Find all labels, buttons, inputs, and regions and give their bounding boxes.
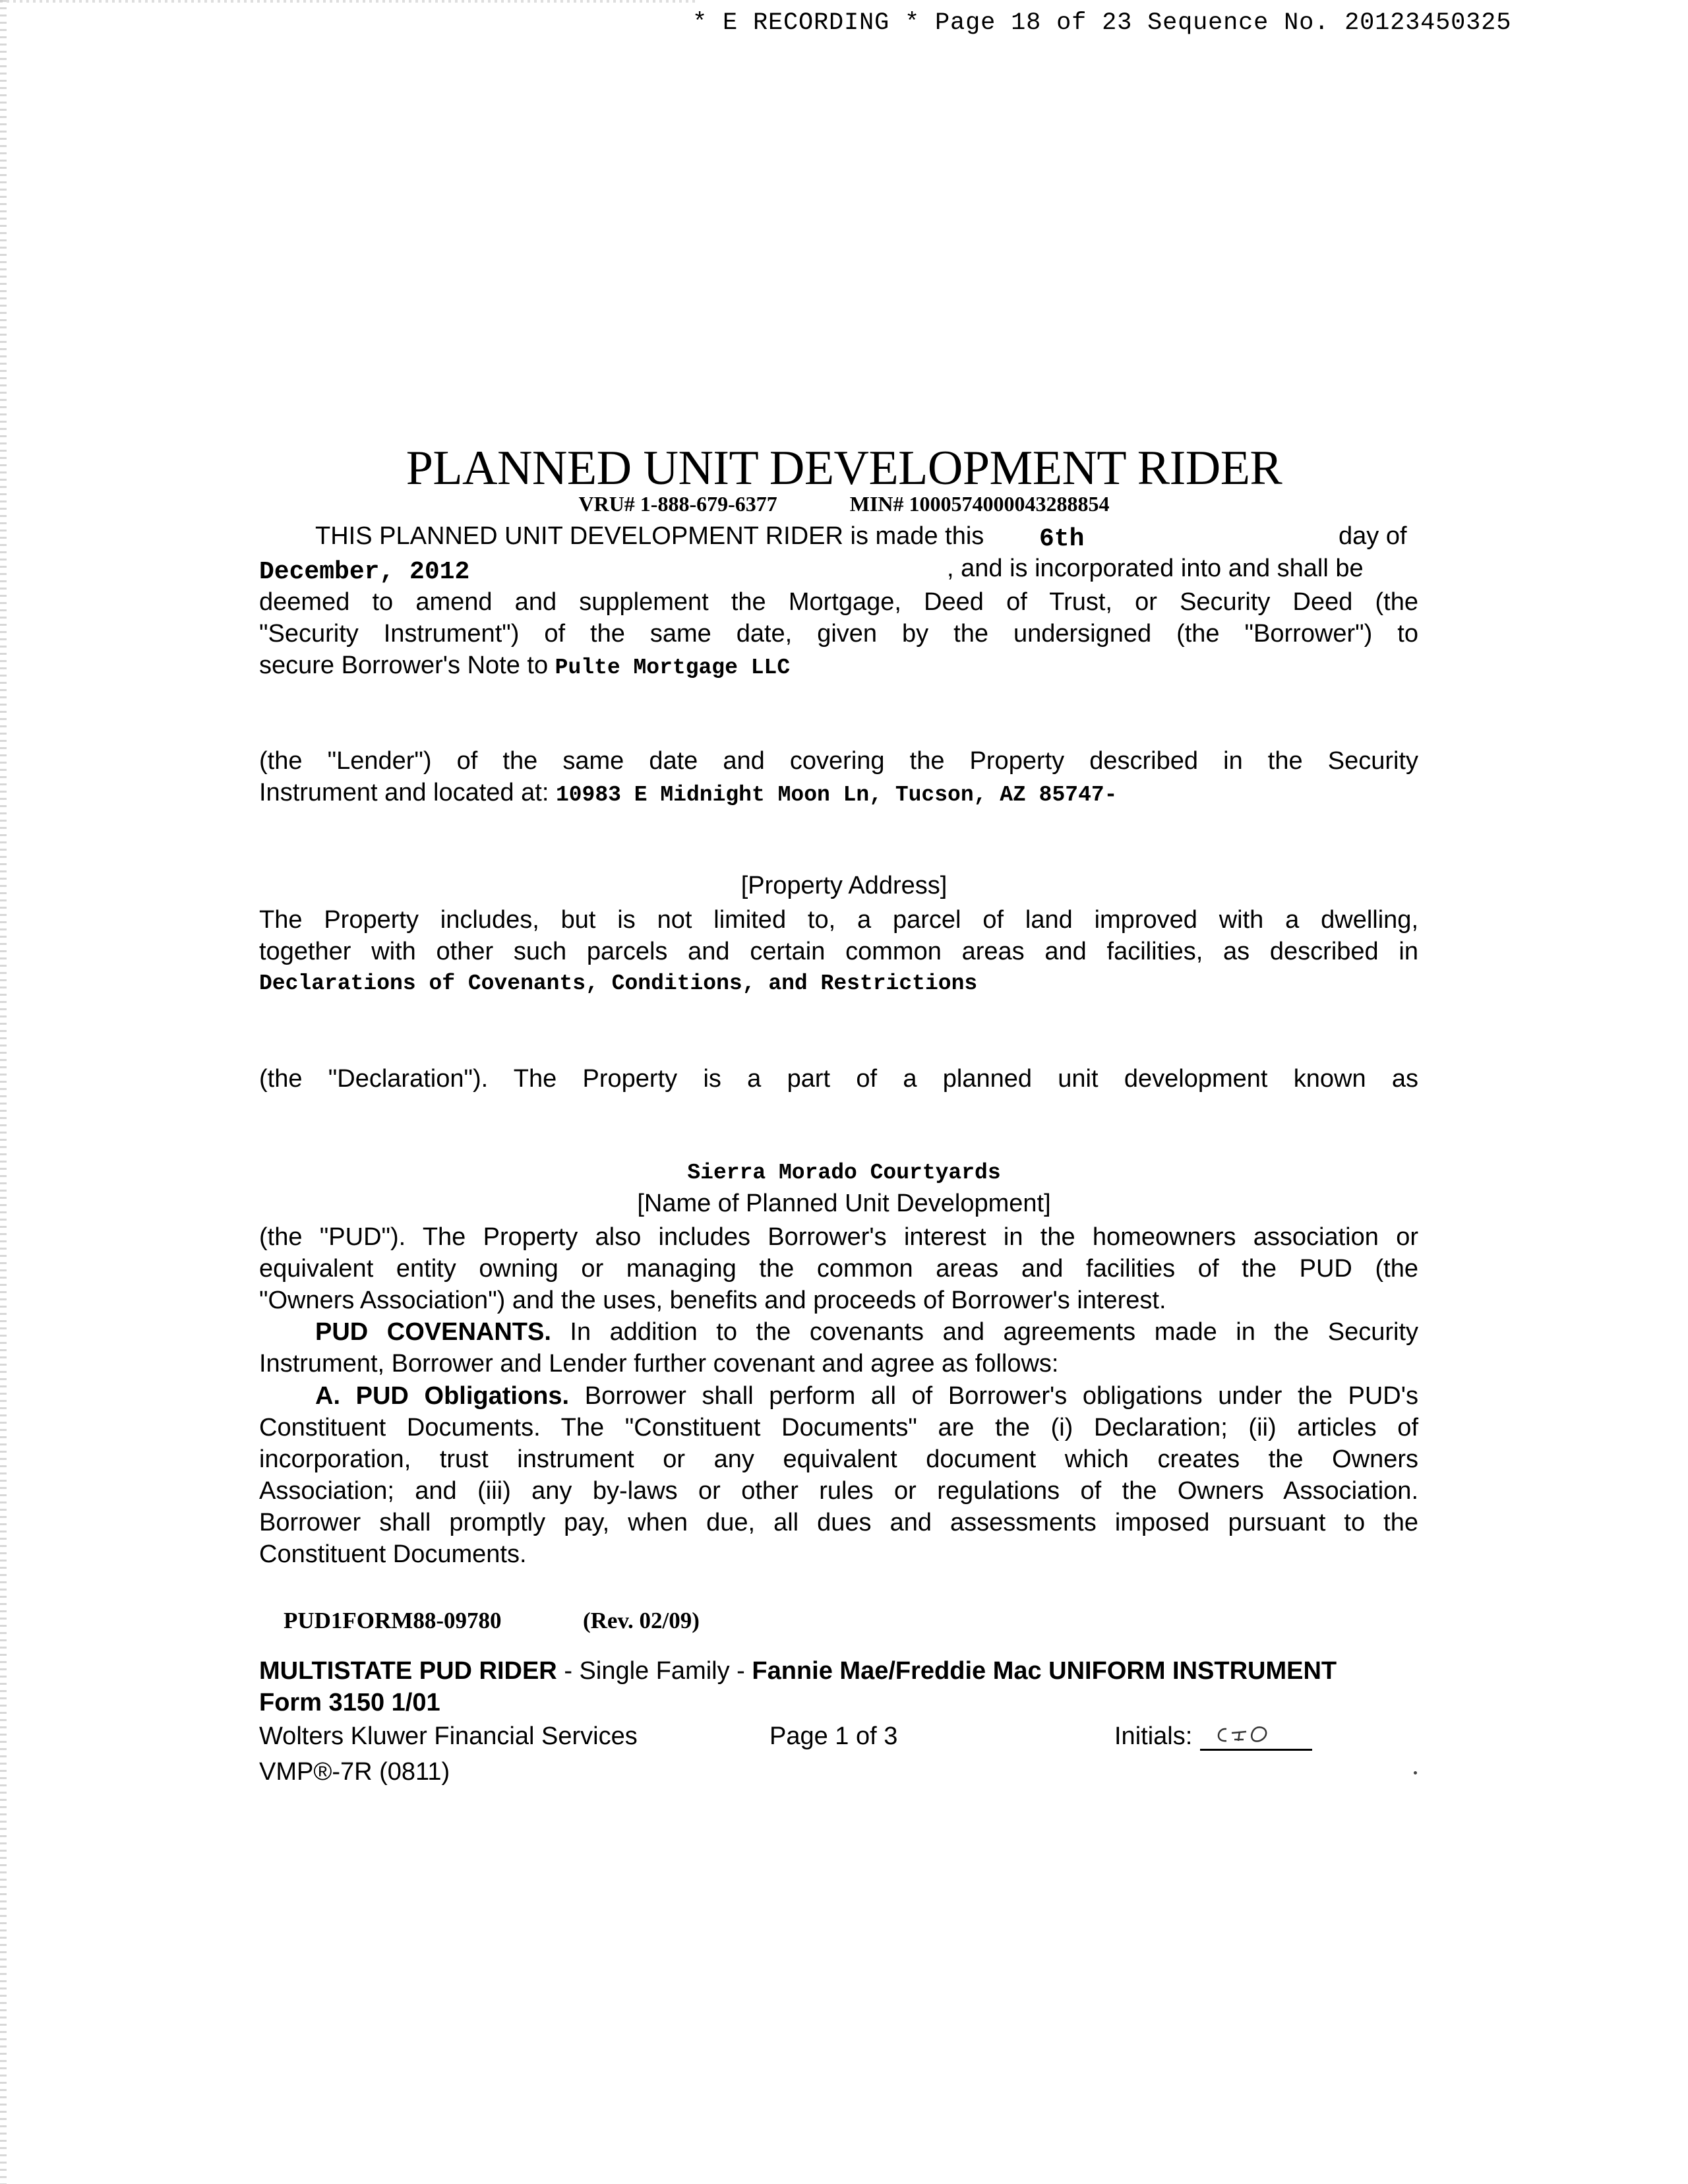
fannie-freddie: Fannie Mae/Freddie Mac UNIFORM INSTRUMENT xyxy=(752,1657,1337,1685)
recording-header: * E RECORDING * Page 18 of 23 Sequence No. 20123450325 xyxy=(692,9,1512,37)
intro-line-5 xyxy=(259,650,1418,684)
vru-number: VRU# 1-888-679-6377 xyxy=(578,492,777,516)
intro-line-5-text: secure Borrower's Note to xyxy=(259,652,549,679)
form-code: PUD1FORM88-09780 xyxy=(284,1608,502,1633)
covenants-text: In addition to the covenants and agreements made in the Security xyxy=(551,1318,1418,1346)
initials-line xyxy=(1200,1718,1312,1751)
form-revision: (Rev. 02/09) xyxy=(583,1608,700,1633)
property-line-2: together with other such parcels and certain common areas and facilities, as described in xyxy=(259,938,1418,965)
property-address-label: [Property Address] xyxy=(740,872,948,899)
handwritten-initials xyxy=(1212,1720,1298,1749)
rider-day: 6th xyxy=(1039,525,1085,553)
obligations-text: Borrower shall perform all of Borrower's obligations under the PUD's xyxy=(569,1382,1419,1410)
covenants-line-1 xyxy=(315,1316,1418,1348)
document-title: PLANNED UNIT DEVELOPMENT RIDER xyxy=(406,441,1282,495)
intro-line-4: "Security Instrument") of the same date, given by the undersigned (the "Borrower") to xyxy=(259,620,1418,648)
pud-line-1: (the "PUD"). The Property also includes Borrower's interest in the homeowners association or xyxy=(259,1223,1418,1251)
scan-edge-left xyxy=(0,0,7,2184)
property-line-1: The Property includes, but is not limited to, a parcel of land improved with a dwelling, xyxy=(259,906,1418,934)
obligations-line-3: incorporation, trust instrument or any equivalent document which creates the Owners xyxy=(259,1445,1418,1473)
vmp-code: VMP®-7R (0811) xyxy=(259,1758,450,1786)
property-address: 10983 E Midnight Moon Ln, Tucson, AZ 85747- xyxy=(555,783,1118,807)
scan-edge-top xyxy=(0,0,699,3)
obligations-line-4: Association; and (iii) any by-laws or other rules or regulations of the Owners Association. xyxy=(259,1477,1418,1505)
pud-line-3: "Owners Association") and the uses, benefits and proceeds of Borrower's interest. xyxy=(259,1287,1166,1314)
lender-name: Pulte Mortgage LLC xyxy=(555,655,791,680)
single-family: - Single Family - xyxy=(557,1657,752,1685)
lender-line-2 xyxy=(259,777,1418,811)
multistate-title: MULTISTATE PUD RIDER xyxy=(259,1657,557,1685)
located-at-label: Instrument and located at: xyxy=(259,779,549,806)
intro-made-this: THIS PLANNED UNIT DEVELOPMENT RIDER is made this xyxy=(315,522,984,550)
lender-line-1: (the "Lender") of the same date and covering the Property described in the Security xyxy=(259,747,1418,775)
scan-dot xyxy=(1414,1771,1417,1774)
obligations-line-5: Borrower shall promptly pay, when due, all dues and assessments imposed pursuant to the xyxy=(259,1509,1418,1536)
form-number: Form 3150 1/01 xyxy=(259,1689,440,1716)
declaration-line: (the "Declaration"). The Property is a part of a planned unit development known as xyxy=(259,1065,1418,1093)
obligations-heading: A. PUD Obligations. xyxy=(315,1382,570,1410)
publisher: Wolters Kluwer Financial Services xyxy=(259,1722,638,1750)
intro-line-3: deemed to amend and supplement the Mortgage, Deed of Trust, or Security Deed (the xyxy=(259,588,1418,616)
obligations-line-2: Constituent Documents. The "Constituent Documents" are the (i) Declaration; (ii) articles of xyxy=(259,1414,1418,1441)
pud-name-label: [Name of Planned Unit Development] xyxy=(637,1190,1051,1217)
pud-name: Sierra Morado Courtyards xyxy=(687,1161,1001,1185)
intro-day-of: day of xyxy=(1339,522,1407,550)
page-number: Page 1 of 3 xyxy=(769,1722,898,1750)
min-number: MIN# 1000574000043288854 xyxy=(849,492,1110,516)
obligations-line-6: Constituent Documents. xyxy=(259,1540,527,1568)
initials-label: Initials: xyxy=(1114,1722,1193,1750)
pud-line-2: equivalent entity owning or managing the common areas and facilities of the PUD (the xyxy=(259,1255,1418,1283)
loan-identifiers xyxy=(0,492,1688,516)
rider-month-year: December, 2012 xyxy=(259,558,470,586)
multistate-line xyxy=(259,1657,1337,1685)
obligations-line-1 xyxy=(315,1380,1418,1412)
covenants-line-2: Instrument, Borrower and Lender further covenant and agree as follows: xyxy=(259,1350,1059,1378)
intro-incorporated: , and is incorporated into and shall be xyxy=(947,555,1364,582)
covenants-heading: PUD COVENANTS. xyxy=(315,1318,551,1346)
declaration-name: Declarations of Covenants, Conditions, and Restrictions xyxy=(259,971,978,996)
